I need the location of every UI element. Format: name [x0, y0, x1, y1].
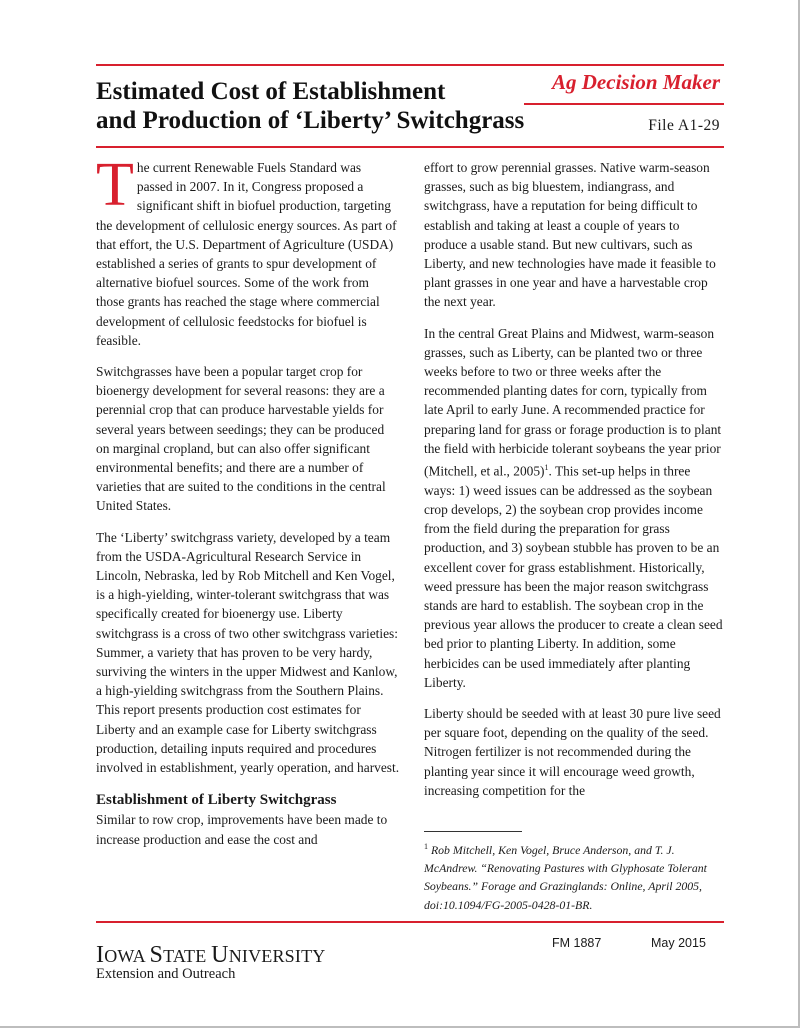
title-line-1: Estimated Cost of Establishment: [96, 78, 446, 105]
intro-text: he current Renewable Fuels Standard was passed in 2007. In it, Congress proposed a significant shift in biofuel production, targeting the development of cellulosic energy sources. As part of that effort, the U.S. Department of Agriculture (USDA) established a series of grants to spur development of alternative biofuel sources. Some of the work from those grants has reached the stage where commercial development of cellulosic feedstocks for biofuel is feasible.: [96, 160, 397, 348]
paragraph-text: . This set-up helps in three ways: 1) weed issues can be addressed as the soybean crop develops, 2) the soybean crop provides income from the field during the preparation for grass production, and 3) soybean stubble has proven to be an excellent cover for grass establishment. Historically, weed pressure has been the major reason switchgrass stands are hard to establish. The soybean crop in the previous year allows the producer to create a clean seed bed prior to planting Liberty. In addition, some herbicides can be used immediately after planting Liberty.: [424, 463, 723, 690]
header-top-rule: [96, 64, 724, 66]
body-paragraph: Liberty should be seeded with at least 30 pure live seed per square foot, depending on the quality of the seed. Nitrogen fertilizer is not recommended during the planting year since it will encourage weed growth, increasing competition for the: [424, 705, 721, 798]
section-heading: Establishment of Liberty Switchgrass: [96, 792, 337, 809]
header-bottom-rule: [96, 146, 724, 148]
series-title: Ag Decision Maker: [552, 70, 720, 94]
footnote: [424, 838, 724, 914]
body-paragraph: effort to grow perennial grasses. Native warm-season grasses, such as big bluestem, indiangrass, and switchgrass, have a reputation for being difficult to establish and taking at least a couple of years to produce a usable stand. But new cultivars, such as Liberty, and new technologies have made it feasible to plant grasses in one year and have a harvestable crop the next year.: [424, 160, 716, 310]
body-paragraph: Similar to row crop, improvements have been made to increase production and ease the cost and: [96, 812, 388, 847]
file-number: File A1-29: [648, 117, 720, 134]
body-paragraph: Switchgrasses have been a popular target crop for bioenergy development for several reasons: they are a perennial crop that can produce harvestable yields for several years between seedings; they can be produced on marginal cropland, but can also offer significant environmental benefits; and there are a number of varieties that are suited to the conditions in the central United States.: [96, 364, 386, 514]
extension-unit: Extension and Outreach: [96, 966, 236, 982]
paragraph-text: In the central Great Plains and Midwest, warm-season grasses, such as Liberty, can be planted two or three weeks before to two or three weeks after the recommended planting dates for corn, typically from late April to early June. A recommended practice for preparing land for grass or forage production is to plant the field with herbicide tolerant soybeans the year prior (Mitchell, et al., 2005): [424, 325, 722, 479]
footnote-divider: [424, 831, 522, 832]
body-paragraph: [424, 324, 724, 692]
university-logo: IOWA STATE UNIVERSITY: [96, 942, 326, 968]
title-line-2: and Production of ‘Liberty’ Switchgrass: [96, 107, 525, 134]
series-underline-rule: [524, 103, 724, 105]
intro-paragraph: [96, 151, 400, 350]
drop-cap: T: [96, 151, 134, 219]
document-title: [96, 77, 546, 135]
footnote-marker: 1: [424, 842, 428, 851]
left-column: [96, 151, 400, 861]
publication-code: FM 1887: [552, 936, 602, 950]
footer-rule: [96, 921, 724, 923]
footnote-text: Rob Mitchell, Ken Vogel, Bruce Anderson, and T. J. McAndrew. “Renovating Pastures with Glyphosate Tolerant Soybeans.” Forage and Grazinglands: Online, April 2005, doi:10.1094/FG-2005-0428-01-BR.: [424, 842, 707, 912]
publication-date: May 2015: [651, 936, 706, 950]
footnote-reference: 1: [544, 463, 549, 473]
body-paragraph: The ‘Liberty’ switchgrass variety, developed by a team from the USDA-Agricultural Research Service in Lincoln, Nebraska, led by Rob Mitchell and Ken Vogel, is a high-yielding, winter-tolerant switchgrass that was specifically created for bioenergy use. Liberty switchgrass is a cross of two other switchgrass varieties: Summer, a variety that has proven to be very hardy, surviving the winters in the upper Midwest and Kanlow, a high-yielding switchgrass from the Southern Plains. This report presents production cost estimates for Liberty and an example case for Liberty switchgrass production, detailing inputs required and procedures involved in establishment, yearly operation, and harvest.: [96, 529, 400, 776]
right-column: [424, 158, 724, 812]
